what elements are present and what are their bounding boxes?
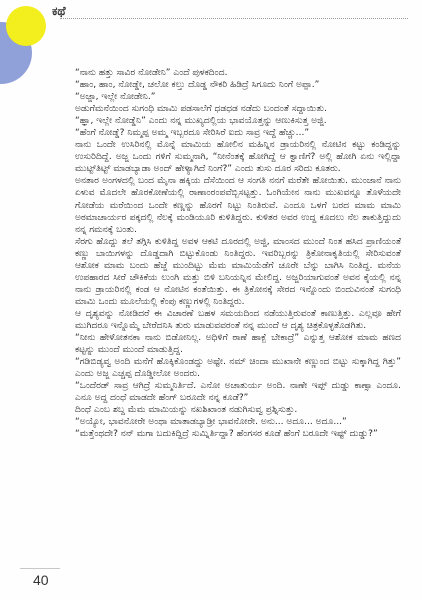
paragraph: “ಗಡಿಬಿಡ್ಯವ್ವ ಅಂದಿ ಮನೆಗೆ ಹೊಕ್ಕಿಕೊಂಡದ್ದು ಅಷ್ಟೇ. ನಮ್ ಚಿಂದಾ ಮುಖಾನೇ ಕಣ್ಣುಂದ ಬಿಟ್ಟು ಸುಕ್ಕಾಗಿದ್ದ ಗಿತ್ತು” ಎಂದು ಅಜ್ಜ ಎಚ್ಚಪ್ಪ ದೊಡ್ಡೀಲೋ ಅಂದರು. [75,357,401,380]
footer-rule [20,568,60,569]
paragraph: ದಿಂಧೆ ಎಂಬ ಶಬ್ದ ಮೆಮ ಮಾಮಿಯನ್ನು ನಖಶಿಖಾಂತ ನಡುಗಿಸುವ್ವ ಪ್ರಶ್ನಿಸುತ್ತು. [75,405,298,416]
paragraph: “ನಾನು ಹತ್ತು ಸಾವಿರ ನೋಡೇನಿ” ಎಂದೆ ಪುಳಕದಿಂದ. [75,68,228,78]
paragraph: “ನೀನು ಹೇಳೋತನಕಾ ನಾನು ಬಿಡೋನಿಲ್ಲ. ಅಧಿಳಿಗೆ ಠಾಣೆ ಹಾಕ್ಬೆ ಬೇಕಾದ್ರೆ” ಎನ್ನುತ್ತ ಆಶೋಕ ಮಾಮ ಹಣದ ಕಟ್ಟನ್ನು ಮುಂದೆ ಮುಂದೆ ಮಾಡುತ್ತಿದ್ದ. [75,333,401,356]
paragraph: “ಒಂದೆರಡ್ ಸಾವ್ರ ಆಗಿದ್ರೆ ಸುಮ್ಮನಿರ್ತಿದೆ. ಎನೋ ಅಚಾತುರ್ಯ ಅಂದಿ. ನಾಣೇ ಇಪ್ಪ್ ದುಡ್ಡು ಕಾಣ್ಸಾ ಎಂದೂ. ಎನೂ ಅದ್ದ ದಂಧೆ ಮಾಡದೇ ಹೆಂಗ್ ಬರೂದೇ ನನ್ನ ಕೂಡೆ?” [75,381,401,404]
page-number: 40 [33,572,49,588]
story-body [75,67,401,440]
paragraph: ಸೆರಗು ಹೊದ್ದು ತಲೆ ತಗ್ಗಿಸಿ ಕುಳಿತಿದ್ದ ಅವಳ ಆಕಟಿ ದೂರದಲ್ಲಿ ಅಜ್ಜಿ, ಮಾಂಸದ ಮುಂದೆ ನಿಂತ ಹಸಿದ ಪ್ರಾಣಿಯಂತೆ ಕಣ್ಣು ಬಾಯಿಗಳನ್ನು ದೊಡ್ಡದಾಗಿ ಬಿಟ್ಟುಕೊಂಡು ನಿಂತಿದ್ದರು. ಇವರಿಬ್ಬರನ್ನು ತ್ರಿಕೋನಾಕೃತಿಯಲ್ಲಿ ಸೇರಿಸುವಂತೆ ಆಶೋಕ ಮಾಮ ಬಂದು ಹೆಜ್ಜೆ ಮುಂದಿಟ್ಟು ಮೆಮ ಮಾಮಿಯೆಡೆಗೆ ಚೂರೇ ಬೆನ್ನು ಬಾಗಿಸಿ ನಿಂತಿದ್ದ. ಮನೆಯ ಉಪಹಾರದ ಸೀರೆ ಚೌಕಿಕೆಯ ಲುಂಗಿ ಮತ್ತು ಬಿಳಿ ಬನಿಯನ್ನಿನ ಮೇಲಿದ್ದ. ಅಜ್ಜರಿಯಾಗುವಂತೆ ಅವನ ಕೈಯಲ್ಲಿ ನನ್ನ ನಾನು ಡ್ರಾಯರಿನಲ್ಲಿ ಕಂಡ ಆ ನೋಟಿನ ಕಂತೆಯಿತ್ತು. ಈ ತ್ರಿಕೋನಕ್ಕೆ ಸೇರದ ಇನ್ನೊಂದು ಬಿಂದುವಿನಂತೆ ಸುಗಂಧಿ ಮಾಮಿ ಒಂದು ಮೂಲೆಯಲ್ಲಿ ಕೆಂಪು ಕಣ್ಣುಗಳಲ್ಲಿ ನಿಂತಿದ್ದರು. [75,236,401,307]
paragraph: ಅನತಾರ ಅಂಗಳದಲ್ಲಿ ಬಂದ ಮೈನಾ ಹಕ್ಕಿಯ ದೆಸೆಯಿಂದ ಆ ಸಂಗತಿ ನನಗೆ ಮರೆತೇ ಹೋಯಿತು. ಮುಂಜಾನೆ ನಾನು ಏಳುವ ಮೊದಲೇ ಹೊರಕೋಣೆಯಲ್ಲಿ ರಾಣಾಂರಂಪವೆಬ್ಬಿಸಟ್ಟತ್ತು. ಓಂಗಿಯೇನ ನಾನು ಮುಖವನ್ನೂ ತೊಳೆಯದೇ ಗೋಡೆಯ ಮರೆಯಿಂದ ಒಂದೇ ಕಣ್ಣನ್ನು ಹೊರಗೆ ನಿಟ್ಟು ನಿಂತಿರುವೆ. ಎಂದೂ ಒಳಗೆ ಬರದ ಮಾಮ ಮಾಮಿ ಅಠಮಾಚಾರ್ಯರ ಪಕ್ಕದಲ್ಲಿ ನೆಲಕ್ಕೆ ಮಂಡಿಯೂರಿ ಕುಳಿತಿದ್ದರು. ಕುಳಿತರ ಅವರ ಉದ್ದ ಕೂದಲು ನೆಲ ತಾಕುತ್ತಿದ್ದುದು ನನ್ನ ಗಮನಕ್ಕೆ ಬಂತು. [75,176,401,235]
paragraph: “ಮತ್ತೆಂಥದೇ? ನನ್ ಮಗಾ ಬದುಕಿದ್ದಿದ್ರೆ ಸುಮ್ನಿರ್ತಿದ್ದಾ? ಹೆಂಗಸರ ಕೂಡೆ ಹೆಂಗೆ ಬರೂದೇ ಇಷ್ಟ್ ದುಡ್ಡು?” [75,429,378,440]
paragraph: ನಾನು ಒಂದೇ ಉಸಿರಿನಲ್ಲಿ ಮೊನ್ನೆ ಮಾಮಿಯ ಹೋಲಿನ ಮಹಿನ್ನಿನ ಡ್ರಾಯರಿನಲ್ಲಿ ನೋಟಿನ ಕಟ್ಟು ಕಂಡಿದ್ದನ್ನು ಉಸುರಿದಿದ್ದೆ. ಅಜ್ಜ ಒಂದು ಗಳಿಗೆ ಸುಮ್ಮನಾಗಿ, “ನೀನೆಂತಕ್ಕೆ ಹೋಗಿದ್ದೆ ಆ ಕ್ವಾಣಿಗೆ? ಅಲ್ಲಿ ಹೋಗಿ ಏನು ಇಲ್ಲಿದ್ದಾ ಮುಟ್ಟ್‌ತಿಟ್ಟ್ ಮಾಡಬ್ಯಾಡಾ ಅಂದ್ ಹೇಳ್ಯಾಗಿದೆ ನಿಂಗೆ?” ಎಂದು ತುಸು ದೂರ ಸರಿದು ಕೂತರು. [75,140,401,175]
paragraph: “ಹಾಂ, ಹಾಂ, ನೋಡ್ಡೇ, ಚಲೋ ಕಲ್ತು ದೊಡ್ಡ ನೌಕರಿ ಹಿಡಿದ್ರೆ ಸಿಗೂದು ನಿಂಗೆ ಅಪ್ಪಾ.” [75,80,320,91]
header-dotted-rule [60,18,408,19]
paragraph: “ಅಜ್ಜಾ, ಇಲ್ಲೇ ನೋಡೇನಿ.” [75,92,156,103]
paragraph: ಆ ದೃಶ್ಯವನ್ನು ನೋಡಿದರೆ ಈ ವಿಚಾರಣೆ ಬಹಳ ಸಮಯದಿಂದ ನಡೆಯುತ್ತಿರುವಂತೆ ಕಾಣುತ್ತಿತ್ತು. ಎಲ್ಲವೂ ಹೇಗೆ ಮುಗಿದರೂ ಇನ್ನೊಮ್ಮೆ ಬೇರೆದನಿಸಿ ತುರು ಮಾಡುವವರಂತೆ ನನ್ನ ಮುಂದೆ ಆ ದೃಶ್ಯ ಚಿತ್ರಕೊಳ್ಳತೊಡಗಿತು. [75,308,401,331]
section-title: ಕಥೆ [52,4,66,18]
decorative-yellow-circle [6,6,46,46]
paragraph: “ಅಯ್ಯೋ, ಭಾವನೋರೇ ಅಂಥಾ ಮಾತಾಡಬ್ಯಾಡ್ರೀ ಭಾವನೋರೇ. ಅನು... ಅದೂ... ಅದೂ...” [75,417,347,428]
paragraph: “ಹೆಂಗೆ ನೋಡ್ಡೆ? ನಿಮ್ಮಪ್ಪ ಅಮ್ಮ ಇಬ್ಬರದೂ ಸೇರಿಸಿರೆ ಐದು ಸಾವ್ರ ಇದ್ದೆ ಹೆಚ್ಚು...” [75,128,310,139]
paragraph: “ಹ್ಞಾ, ಇಲ್ಲೇ ನೋಡ್ಡೆನಿ” ಎಂದು ನನ್ನ ಮುಖ್ಯದಲ್ಲಿಯ ಭಾವಯೊತ್ತನ್ನು ಆಣುಕಿಸುತ್ತ ಅಜ್ಜಿ. [75,116,327,127]
paragraph: ಅಡುಗೆಮನೆಯಿಂದ ಸುಗಂಧಿ ಮಾಮಿ ಪಡಸಾಲೆಗೆ ಧಡಧಡ ನಡೆದು ಬಂದಂತೆ ಸದ್ದಾಯಿತು. [75,104,327,115]
